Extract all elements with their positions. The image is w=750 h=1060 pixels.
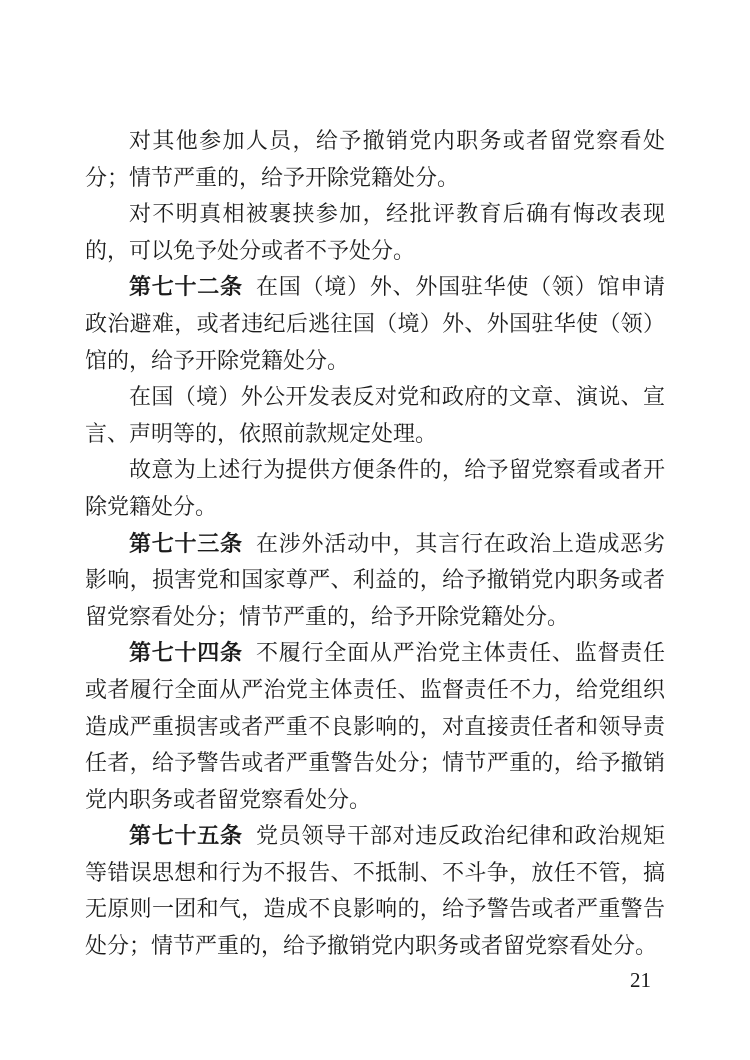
paragraph	[85, 452, 665, 525]
page-number: 21	[630, 968, 651, 992]
paragraph	[85, 526, 665, 636]
paragraph-text: 在国（境）外、外国驻华使（领）馆申请政治避难，或者违纪后逃往国（境）外、外国驻华使（领）馆的，给予开除党籍处分。	[85, 274, 665, 373]
paragraph	[85, 196, 665, 269]
paragraph-text: 故意为上述行为提供方便条件的，给予留党察看或者开除党籍处分。	[85, 457, 665, 519]
article-number: 第七十五条	[129, 823, 243, 849]
paragraph	[85, 635, 665, 818]
article-number: 第七十四条	[129, 640, 243, 666]
paragraph-text: 在国（境）外公开发表反对党和政府的文章、演说、宣言、声明等的，依照前款规定处理。	[85, 384, 665, 446]
paragraph	[85, 269, 665, 379]
paragraph	[85, 123, 665, 196]
paragraph-text: 不履行全面从严治党主体责任、监督责任或者履行全面从严治党主体责任、监督责任不力，给党组织造成严重损害或者严重不良影响的，对直接责任者和领导责任者，给予警告或者严重警告处分；情节严重的，给予撤销党内职务或者留党察看处分。	[85, 640, 665, 812]
paragraph-text: 党员领导干部对违反政治纪律和政治规矩等错误思想和行为不报告、不抵制、不斗争，放任不管，搞无原则一团和气，造成不良影响的，给予警告或者严重警告处分；情节严重的，给予撤销党内职务或者留党察看处分。	[85, 823, 665, 959]
paragraph	[85, 379, 665, 452]
paragraph	[85, 818, 665, 964]
article-number: 第七十三条	[129, 530, 243, 556]
paragraph-text: 对不明真相被裹挟参加，经批评教育后确有悔改表现的，可以免予处分或者不予处分。	[85, 201, 665, 263]
article-number: 第七十二条	[129, 274, 243, 300]
paragraph-text: 在涉外活动中，其言行在政治上造成恶劣影响，损害党和国家尊严、利益的，给予撤销党内职务或者留党察看处分；情节严重的，给予开除党籍处分。	[85, 530, 665, 629]
paragraph-text: 对其他参加人员，给予撤销党内职务或者留党察看处分；情节严重的，给予开除党籍处分。	[85, 128, 665, 190]
